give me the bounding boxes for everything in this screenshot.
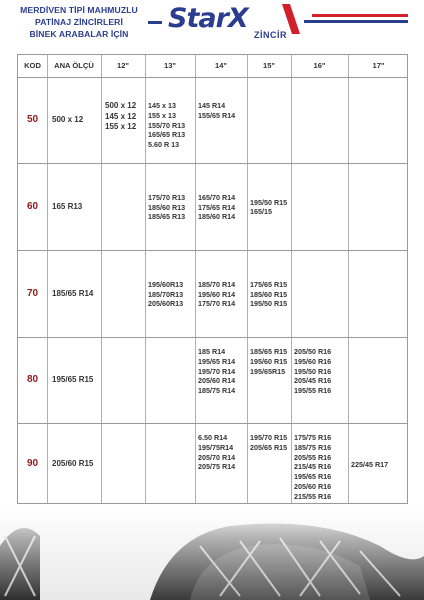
size-entry: 195/60 R14 [198,289,236,299]
logo-subtext: ZİNCİR [254,30,287,40]
column-header: 15" [262,61,276,70]
size-entry: 205/65 R15 [250,442,288,452]
size-entry: 195/50 R15 [250,299,288,309]
size-entry: 205/55 R16 [294,452,332,462]
column-divider [291,55,292,503]
size-list-c14 [198,347,235,396]
size-entry: 195/75R14 [198,442,234,452]
size-entry: 205/45 R16 [294,376,332,386]
row-code: 60 [26,200,39,212]
column-header: 16" [313,61,326,70]
column-header: 17" [372,61,385,70]
size-entry: 145 x 13 [148,101,176,110]
subtitle-line-2: PATİNAJ ZİNCİRLERİ [35,17,123,27]
size-list-c13 [148,101,185,150]
size-entry: 195/50 R16 [294,366,332,376]
column-divider [47,55,48,503]
size-entry: 195/65R15 [250,366,286,376]
column-divider [348,55,349,503]
size-list-c15 [250,433,287,453]
size-list-c14 [198,193,235,222]
size-entry: 500 x 12 [105,101,137,110]
size-entry: 185/60 R14 [198,212,236,222]
size-entry: 215/55 R16 [294,491,332,501]
size-entry: 195/50 R15 [250,197,288,207]
size-entry: 185/75 R16 [294,442,332,452]
size-entry: 195/70 R14 [198,366,236,376]
brand-logo [166,4,320,44]
logo-wordmark: StarX [168,3,248,34]
size-entry: 175/65 R14 [198,202,236,212]
main-size: 185/65 R14 [52,288,94,298]
header [0,0,424,50]
subtitle-line-1: MERDİVEN TİPİ MAHMUZLU [20,5,138,15]
column-divider [145,55,146,503]
size-entry: 185/70 R14 [198,279,236,289]
size-entry: 145 R14 [198,101,226,110]
size-entry: 195/70 R15 [250,433,288,442]
column-header: 12" [116,61,130,70]
size-entry: 215/45 R16 [294,462,332,472]
row-divider [18,337,407,338]
row-code: 50 [26,114,39,125]
row-divider [18,77,407,78]
size-entry: 155/70 R13 [148,120,186,130]
size-entry: 205/50 R16 [294,347,332,356]
size-entry: 195/65 R14 [198,356,236,366]
size-entry: 175/65 R15 [250,279,288,289]
column-divider [247,55,248,503]
size-entry: 195/60R13 [148,279,184,289]
size-entry: 195/55 R16 [294,386,332,396]
size-list-c16 [294,433,331,502]
size-list-c16 [294,347,331,396]
row-code: 80 [26,374,39,385]
size-entry: 165/15 [250,207,272,217]
column-divider [195,55,196,503]
size-list-c15 [250,280,287,309]
size-list-c13 [148,193,185,222]
size-entry: 175/70 R14 [198,299,236,309]
main-size: 500 x 12 [52,115,84,124]
size-entry: 175/75 R16 [294,433,332,442]
column-divider [101,55,102,503]
size-entry: 195/60 R16 [294,356,332,366]
size-entry: 185/75 R14 [198,386,236,396]
size-entry: 185/60 R15 [250,289,288,299]
size-entry: 205/70 R14 [198,452,236,462]
size-entry: 185/60 R13 [148,202,186,212]
tire-chain-photo [0,506,424,600]
column-header: KOD [24,61,41,70]
subtitle-line-3: BİNEK ARABALAR İÇİN [29,29,129,39]
main-size: 195/65 R15 [52,375,94,384]
size-entry: 185/70R13 [148,289,184,299]
size-list-c13 [148,280,183,309]
size-entry: 165/65 R13 [148,130,186,140]
logo-stripe-left [148,21,162,24]
size-entry: 6.50 R14 [198,433,228,442]
size-entry: 205/60 R16 [294,481,332,491]
product-subtitle [14,4,144,40]
size-entry: 145 x 12 [105,111,137,121]
size-list-c14 [198,433,235,472]
column-header: 13" [163,61,177,70]
column-header: ANA ÖLÇÜ [54,61,94,70]
row-code: 90 [26,458,39,469]
size-entry: 205/60R13 [148,299,184,309]
size-entry: 155 x 12 [105,122,137,131]
size-list-c17 [351,460,388,470]
size-entry: 195/65 R16 [294,472,332,482]
row-divider [18,423,407,424]
size-entry: 225/45 R17 [351,460,389,469]
size-entry: 185/65 R13 [148,212,186,222]
size-list-c15 [250,198,287,218]
size-entry: 155/65 R14 [198,110,236,120]
logo-stripe-right-blue [304,20,408,23]
size-entry: 185/65 R15 [250,347,288,356]
size-entry: 205/75 R14 [198,462,236,472]
size-entry: 175/70 R13 [148,192,186,202]
size-list-c15 [250,347,287,376]
main-size: 205/60 R15 [52,459,94,468]
size-list-c14 [198,101,235,121]
row-code: 70 [26,287,39,299]
row-divider [18,163,407,164]
size-entry: 155 x 13 [148,110,176,120]
main-size: 165 R13 [52,201,83,211]
logo-stripe-right-red [312,14,408,17]
row-divider [18,250,407,251]
size-entry: 5.60 R 13 [148,140,180,150]
size-list-c14 [198,280,235,309]
size-entry: 185 R14 [198,347,226,356]
size-list-c12 [105,101,136,133]
size-entry: 165/70 R14 [198,192,236,202]
column-header: 14" [214,61,228,70]
size-entry: 205/60 R14 [198,376,236,386]
size-entry: 195/60 R15 [250,356,288,366]
size-table [17,54,408,504]
